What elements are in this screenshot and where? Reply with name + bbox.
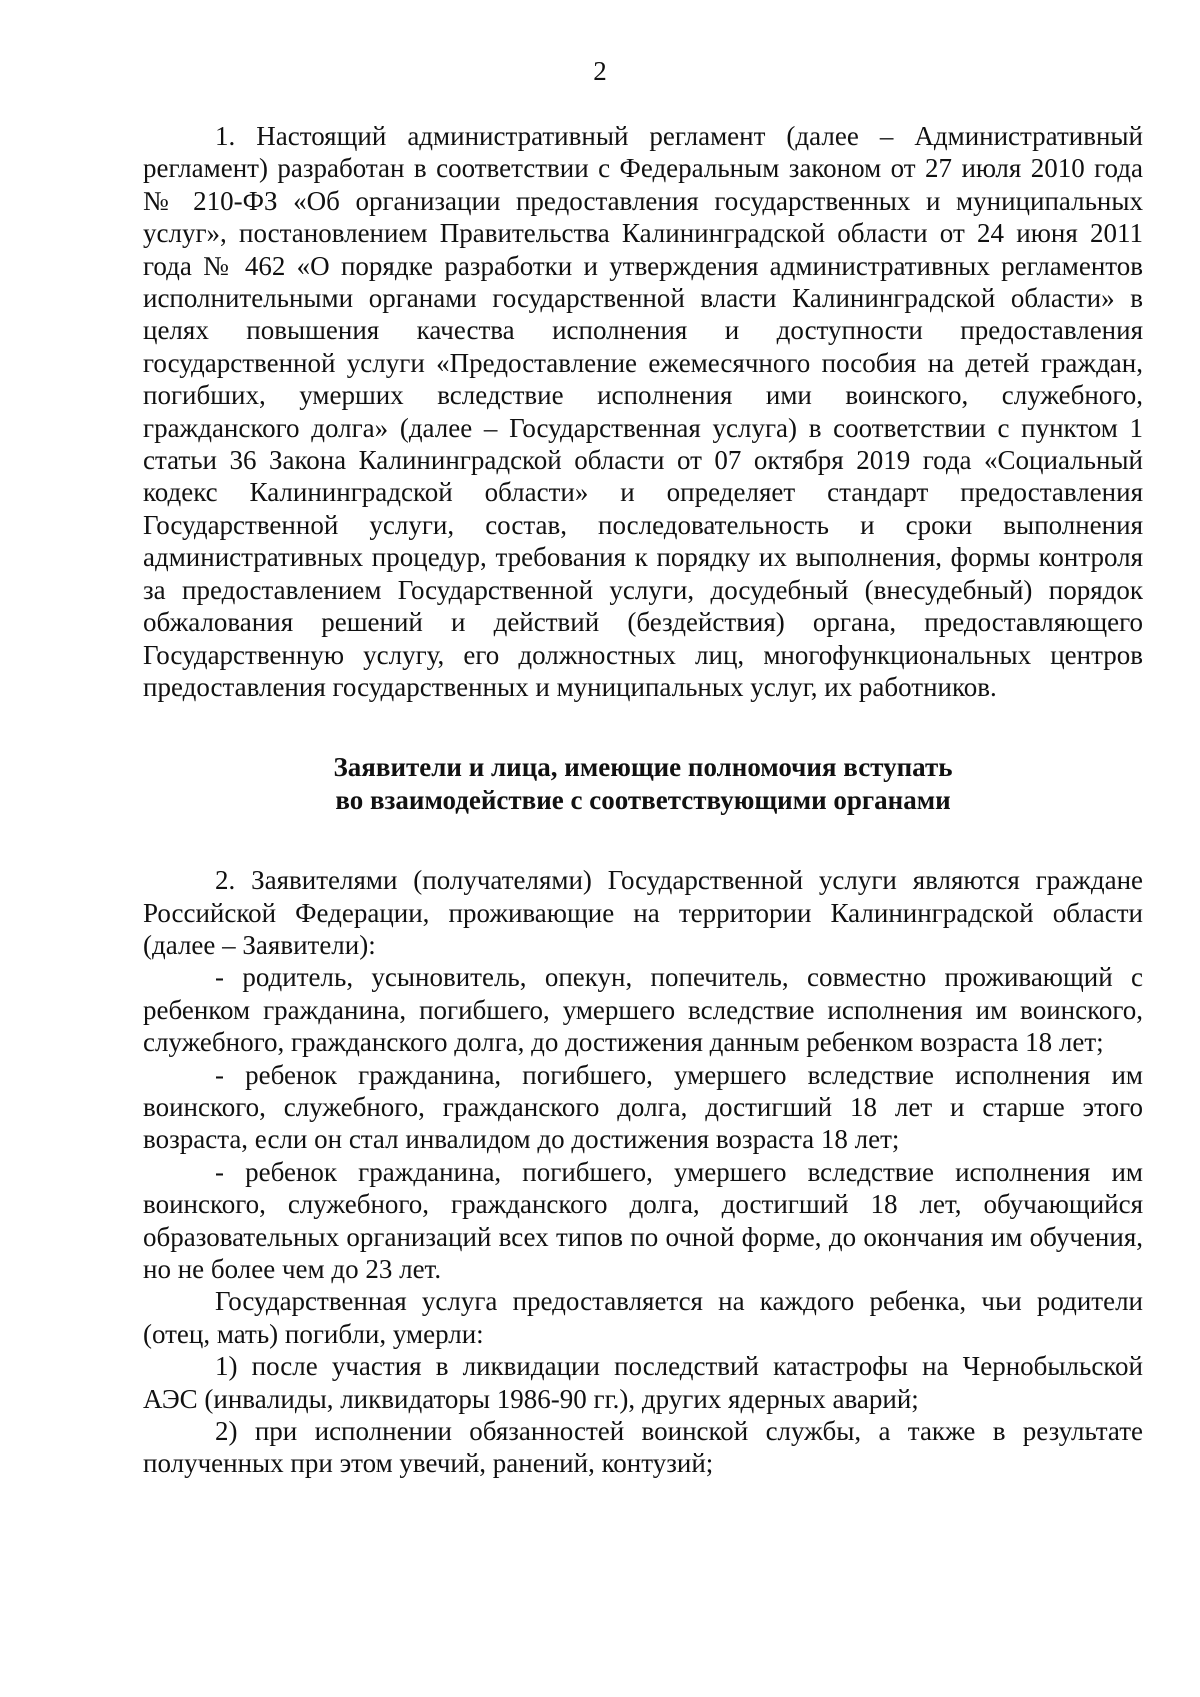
document-body [143, 120, 1143, 1480]
condition-item-2: 2) при исполнении обязанностей воинской службы, а также в результате полученных при этом увечий, ранений, контузий; [143, 1416, 1143, 1479]
section-heading [143, 751, 1143, 816]
paragraph-1: 1. Настоящий административный регламент (далее – Административный регламент) разработан в соответствии с Федеральным законом от 27 июля 2010 года № 210-ФЗ «Об организации предоставления государственных и муниципальных услуг», постановлением Правительства Калининградской области от 24 июня 2011 года № 462 «О порядке разработки и утверждения административных регламентов исполнительными органами государственной власти Калининградской области» в целях повышения качества исполнения и доступности предоставления государственной услуги «Предоставление ежемесячного пособия на детей граждан, погибших, умерших вследствие исполнения ими воинского, служебного, гражданского долга» (далее – Государственная услуга) в соответствии с пунктом 1 статьи 36 Закона Калининградской области от 07 октября 2019 года «Социальный кодекс Калининградской области» и определяет стандарт предоставления Государственной услуги, состав, последовательность и сроки выполнения административных процедур, требования к порядку их выполнения, формы контроля за предоставлением Государственной услуги, досудебный (внесудебный) порядок обжалования решений и действий (бездействия) органа, предоставляющего Государственную услугу, его должностных лиц, многофункциональных центров предоставления государственных и муниципальных услуг, их работников. [143, 121, 1143, 702]
paragraph-2: 2. Заявителями (получателями) Государственной услуги являются граждане Российской Федерации, проживающие на территории Калининградской области (далее – Заявители): [143, 865, 1143, 960]
applicant-item-1: - родитель, усыновитель, опекун, попечитель, совместно проживающий с ребенком гражданина, погибшего, умершего вследствие исполнения им воинского, служебного, гражданского долга, до достижения данным ребенком возраста 18 лет; [143, 962, 1143, 1058]
paragraph-3: Государственная услуга предоставляется на каждого ребенка, чьи родители (отец, мать) погибли, умерли: [143, 1286, 1143, 1349]
page-number: 2 [593, 56, 607, 86]
condition-item-1: 1) после участия в ликвидации последствий катастрофы на Чернобыльской АЭС (инвалиды, ликвидаторы 1986-90 гг.), других ядерных аварий; [143, 1351, 1143, 1414]
section-heading-line-2: во взаимодействие с соответствующими органами [335, 784, 951, 815]
section-heading-line-1: Заявители и лица, имеющие полномочия вступать [333, 752, 953, 783]
applicant-item-3: - ребенок гражданина, погибшего, умершего вследствие исполнения им воинского, служебного, гражданского долга, достигший 18 лет, обучающийся образовательных организаций всех типов по очной форме, до окончания им обучения, но не более чем до 23 лет. [143, 1156, 1143, 1284]
applicant-item-2: - ребенок гражданина, погибшего, умершего вследствие исполнения им воинского, служебного, гражданского долга, достигший 18 лет и старше этого возраста, если он стал инвалидом до достижения возраста 18 лет; [143, 1059, 1143, 1155]
